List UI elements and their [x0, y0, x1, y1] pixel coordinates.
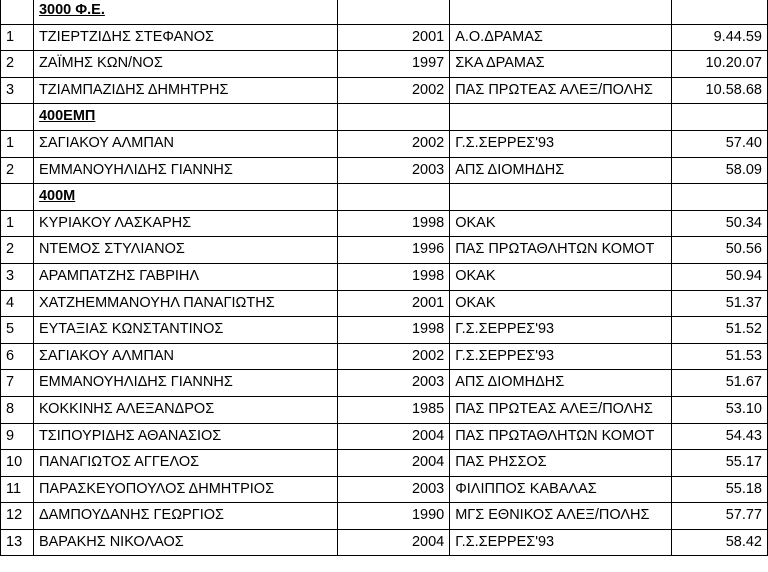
empty-cell: [672, 104, 768, 131]
time-cell: 50.56: [672, 237, 768, 264]
athlete-name-cell: ΣΑΓΙΑΚΟΥ ΑΛΜΠΑΝ: [33, 343, 337, 370]
birth-year-cell: 2003: [337, 157, 450, 184]
rank-cell: 5: [1, 317, 34, 344]
event-title: 3000 Φ.Ε.: [33, 0, 337, 24]
table-row: [1, 317, 768, 344]
event-title: 400Μ: [33, 184, 337, 211]
birth-year-cell: 1985: [337, 396, 450, 423]
rank-cell: 8: [1, 396, 34, 423]
time-cell: 50.94: [672, 263, 768, 290]
rank-cell: 1: [1, 130, 34, 157]
table-row: [1, 237, 768, 264]
rank-cell: 1: [1, 210, 34, 237]
event-title: 400ΕΜΠ: [33, 104, 337, 131]
club-cell: ΠΑΣ ΠΡΩΤΑΘΛΗΤΩΝ ΚΟΜΟΤ: [450, 423, 672, 450]
table-row: [1, 77, 768, 104]
birth-year-cell: 2001: [337, 290, 450, 317]
time-cell: 57.40: [672, 130, 768, 157]
time-cell: 10.58.68: [672, 77, 768, 104]
rank-cell: 2: [1, 51, 34, 78]
athlete-name-cell: ΕΥΤΑΞΙΑΣ ΚΩΝΣΤΑΝΤΙΝΟΣ: [33, 317, 337, 344]
rank-cell: 4: [1, 290, 34, 317]
time-cell: 55.17: [672, 450, 768, 477]
athlete-name-cell: ΕΜΜΑΝΟΥΗΛΙΔΗΣ ΓΙΑΝΝΗΣ: [33, 157, 337, 184]
birth-year-cell: 1990: [337, 503, 450, 530]
club-cell: Γ.Σ.ΣΕΡΡΕΣ'93: [450, 130, 672, 157]
athlete-name-cell: ΠΑΡΑΣΚΕΥΟΠΟΥΛΟΣ ΔΗΜΗΤΡΙΟΣ: [33, 476, 337, 503]
table-row: [1, 51, 768, 78]
time-cell: 58.09: [672, 157, 768, 184]
rank-cell: 3: [1, 77, 34, 104]
table-row: [1, 396, 768, 423]
time-cell: 50.34: [672, 210, 768, 237]
rank-cell: 9: [1, 423, 34, 450]
time-cell: 51.52: [672, 317, 768, 344]
empty-cell: [1, 184, 34, 211]
athlete-name-cell: ΤΖΙΑΜΠΑΖΙΔΗΣ ΔΗΜΗΤΡΗΣ: [33, 77, 337, 104]
rank-cell: 12: [1, 503, 34, 530]
time-cell: 51.53: [672, 343, 768, 370]
athlete-name-cell: ΤΣΙΠΟΥΡΙΔΗΣ ΑΘΑΝΑΣΙΟΣ: [33, 423, 337, 450]
empty-cell: [672, 0, 768, 24]
time-cell: 53.10: [672, 396, 768, 423]
athlete-name-cell: ΣΑΓΙΑΚΟΥ ΑΛΜΠΑΝ: [33, 130, 337, 157]
birth-year-cell: 1998: [337, 317, 450, 344]
birth-year-cell: 1998: [337, 263, 450, 290]
time-cell: 10.20.07: [672, 51, 768, 78]
birth-year-cell: 2004: [337, 450, 450, 477]
rank-cell: 11: [1, 476, 34, 503]
table-row: [1, 343, 768, 370]
empty-cell: [450, 184, 672, 211]
club-cell: ΟΚΑΚ: [450, 290, 672, 317]
table-row: [1, 290, 768, 317]
club-cell: ΦΙΛΙΠΠΟΣ ΚΑΒΑΛΑΣ: [450, 476, 672, 503]
empty-cell: [450, 0, 672, 24]
club-cell: ΠΑΣ ΠΡΩΤΕΑΣ ΑΛΕΞ/ΠΟΛΗΣ: [450, 77, 672, 104]
time-cell: 57.77: [672, 503, 768, 530]
athlete-name-cell: ΧΑΤΖΗΕΜΜΑΝΟΥΗΛ ΠΑΝΑΓΙΩΤΗΣ: [33, 290, 337, 317]
club-cell: ΠΑΣ ΡΗΣΣΟΣ: [450, 450, 672, 477]
birth-year-cell: 2002: [337, 130, 450, 157]
rank-cell: 6: [1, 343, 34, 370]
table-row: [1, 157, 768, 184]
athlete-name-cell: ΠΑΝΑΓΙΩΤΟΣ ΑΓΓΕΛΟΣ: [33, 450, 337, 477]
empty-cell: [450, 104, 672, 131]
table-row: [1, 450, 768, 477]
birth-year-cell: 2003: [337, 370, 450, 397]
time-cell: 9.44.59: [672, 24, 768, 51]
athlete-name-cell: ΝΤΕΜΟΣ ΣΤΥΛΙΑΝΟΣ: [33, 237, 337, 264]
event-header-row: [1, 104, 768, 131]
table-row: [1, 370, 768, 397]
club-cell: ΠΑΣ ΠΡΩΤΑΘΛΗΤΩΝ ΚΟΜΟΤ: [450, 237, 672, 264]
club-cell: ΑΠΣ ΔΙΟΜΗΔΗΣ: [450, 370, 672, 397]
table-row: [1, 24, 768, 51]
birth-year-cell: 2004: [337, 529, 450, 556]
birth-year-cell: 2001: [337, 24, 450, 51]
empty-cell: [337, 184, 450, 211]
birth-year-cell: 1998: [337, 210, 450, 237]
rank-cell: 3: [1, 263, 34, 290]
club-cell: Γ.Σ.ΣΕΡΡΕΣ'93: [450, 529, 672, 556]
athlete-name-cell: ΕΜΜΑΝΟΥΗΛΙΔΗΣ ΓΙΑΝΝΗΣ: [33, 370, 337, 397]
birth-year-cell: 2002: [337, 77, 450, 104]
club-cell: ΑΠΣ ΔΙΟΜΗΔΗΣ: [450, 157, 672, 184]
rank-cell: 7: [1, 370, 34, 397]
club-cell: Γ.Σ.ΣΕΡΡΕΣ'93: [450, 343, 672, 370]
club-cell: ΠΑΣ ΠΡΩΤΕΑΣ ΑΛΕΞ/ΠΟΛΗΣ: [450, 396, 672, 423]
table-row: [1, 529, 768, 556]
athlete-name-cell: ΚΥΡΙΑΚΟΥ ΛΑΣΚΑΡΗΣ: [33, 210, 337, 237]
club-cell: ΟΚΑΚ: [450, 210, 672, 237]
rank-cell: 1: [1, 24, 34, 51]
table-row: [1, 476, 768, 503]
table-row: [1, 210, 768, 237]
rank-cell: 13: [1, 529, 34, 556]
time-cell: 55.18: [672, 476, 768, 503]
athlete-name-cell: ΔΑΜΠΟΥΔΑΝΗΣ ΓΕΩΡΓΙΟΣ: [33, 503, 337, 530]
club-cell: Α.Ο.ΔΡΑΜΑΣ: [450, 24, 672, 51]
club-cell: ΣΚΑ ΔΡΑΜΑΣ: [450, 51, 672, 78]
birth-year-cell: 2003: [337, 476, 450, 503]
time-cell: 54.43: [672, 423, 768, 450]
empty-cell: [1, 104, 34, 131]
empty-cell: [1, 0, 34, 24]
time-cell: 58.42: [672, 529, 768, 556]
athlete-name-cell: ΑΡΑΜΠΑΤΖΗΣ ΓΑΒΡΙΗΛ: [33, 263, 337, 290]
birth-year-cell: 2004: [337, 423, 450, 450]
birth-year-cell: 1997: [337, 51, 450, 78]
table-row: [1, 130, 768, 157]
birth-year-cell: 2002: [337, 343, 450, 370]
time-cell: 51.37: [672, 290, 768, 317]
table-row: [1, 503, 768, 530]
athlete-name-cell: ΤΖΙΕΡΤΖΙΔΗΣ ΣΤΕΦΑΝΟΣ: [33, 24, 337, 51]
rank-cell: 2: [1, 157, 34, 184]
club-cell: ΜΓΣ ΕΘΝΙΚΟΣ ΑΛΕΞ/ΠΟΛΗΣ: [450, 503, 672, 530]
rank-cell: 10: [1, 450, 34, 477]
empty-cell: [337, 104, 450, 131]
rank-cell: 2: [1, 237, 34, 264]
athlete-name-cell: ΚΟΚΚΙΝΗΣ ΑΛΕΞΑΝΔΡΟΣ: [33, 396, 337, 423]
empty-cell: [337, 0, 450, 24]
birth-year-cell: 1996: [337, 237, 450, 264]
results-table-body: [1, 0, 768, 556]
club-cell: ΟΚΑΚ: [450, 263, 672, 290]
time-cell: 51.67: [672, 370, 768, 397]
event-header-row: [1, 0, 768, 24]
empty-cell: [672, 184, 768, 211]
table-row: [1, 423, 768, 450]
table-row: [1, 263, 768, 290]
club-cell: Γ.Σ.ΣΕΡΡΕΣ'93: [450, 317, 672, 344]
athlete-name-cell: ΒΑΡΑΚΗΣ ΝΙΚΟΛΑΟΣ: [33, 529, 337, 556]
athlete-name-cell: ΖΑΪΜΗΣ ΚΩΝ/ΝΟΣ: [33, 51, 337, 78]
event-header-row: [1, 184, 768, 211]
